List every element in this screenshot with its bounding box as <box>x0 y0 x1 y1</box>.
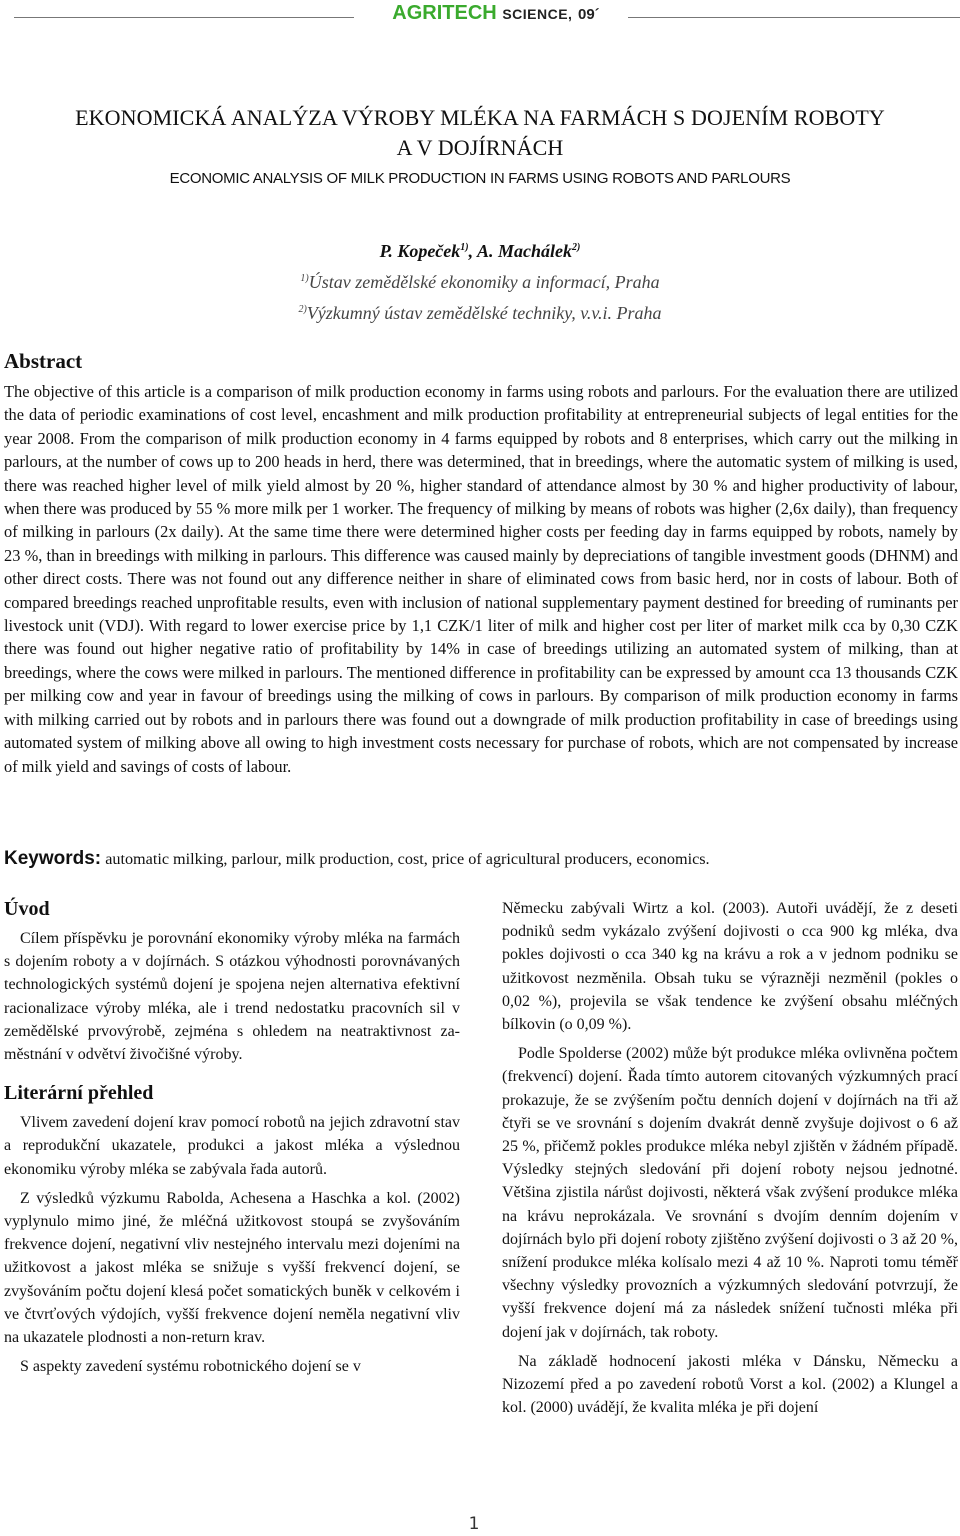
author-2: A. Machálek <box>476 241 572 261</box>
paragraph-uvod-1: Cílem příspěvku je porovnání ekonomiky výroby mléka na farmách s dojením roboty a v dojírnách. S otázkou výhodnosti porovnávaných technologických systémů dojení je spojena nejen alternativa efektivní racionalizace výroby mléka, ale i trend nedostatku pracovních sil v zemědělské prvovýrobě, zejména s ohledem na neatraktivnost zaměstnání v odvětví živočišné výroby. <box>4 930 460 1064</box>
paragraph-right-2: Podle Spolderse (2002) může být produkce mléka ovlivněna počtem (frekvencí) dojení. Řada tímto autorem citovaných výzkumných prací prokazuje, že se zvýšením počtu denních dojení v dojírnách na tři až čtyři se ve srovnání s dojením dvakrát denně zvyšuje dojivost o 6 až 25 %, přičemž pokles produkce mléka nebyl zjištěn v žádném případě. Výsledky stejných sledování při dojení roboty nejsou jednotné. Většina zjistila nárůst dojivosti, některá však zvýšení produkce mléka na krávu neprokázala. Ve srovnání s dvojím denním dojením v dojírnách bylo při dojení roboty zjištěno zvýšení dojivosti o 3 až 20 %, snížení produkce mléka kolísalo mezi 4 až 10 %. Naproti tomu téměř všechny výsledky provozních a výzkumných sledování potvrzují, že vyšší frekvence dojení má za následek snížení tučnosti mléka při dojení jak v dojírnách, tak roboty. <box>502 1045 958 1341</box>
author-1: P. Kopeček <box>379 241 461 261</box>
affiliation-1-text: Ústav zemědělské ekonomiky a informací, Praha <box>308 272 660 292</box>
right-column <box>502 897 958 1419</box>
paragraph-right-3: Na základě hodnocení jakosti mléka v Dánsku, Německu a Nizozemí před a po zavedení robotů Vorst a kol. (2002) a Klungel a kol. (2000) uvádějí, že kvalita mléka je při dojení <box>502 1352 958 1417</box>
header-rule-right <box>628 17 960 18</box>
affiliation-1 <box>0 265 960 296</box>
article-title-english: ECONOMIC ANALYSIS OF MILK PRODUCTION IN FARMS USING ROBOTS AND PARLOURS <box>169 170 791 187</box>
title-cz-line1: EKONOMICKÁ ANALÝZA VÝROBY MLÉKA NA FARMÁCH S DOJENÍM ROBOTY <box>75 105 885 130</box>
title-cz-line2: A V DOJÍRNÁCH <box>396 135 564 160</box>
page-number: 1 <box>468 1514 480 1534</box>
left-column <box>4 896 460 1378</box>
abstract-heading: Abstract <box>4 349 83 373</box>
author-2-sup: 2) <box>572 242 581 253</box>
keywords-text: automatic milking, parlour, milk production, cost, price of agricultural producers, economics. <box>101 850 710 868</box>
keywords-label: Keywords: <box>4 848 102 869</box>
section-heading-literature: Literární přehled <box>4 1082 154 1105</box>
affiliation-1-sup: 1) <box>300 273 309 284</box>
affiliation-2 <box>0 296 960 327</box>
keywords <box>4 848 958 870</box>
author-names: P. Kopeček$^{1)}$, A. Machálek$^{2)}$ <box>379 241 581 261</box>
abstract-text: The objective of this article is a comparison of milk production economy in farms using robots and parlours. For the evaluation there are utilized the data of periodic examinations of cost level, encashment and milk production profitability at entrepreneurial subjects of legal entities for the year 2008. From the comparison of milk production economy in 4 farms equipped by robots and 8 enterprises, which carry out the milking in parlours, at the number of cows up to 200 heads in herd, there was determined, that in breedings, where the automatic system of milking is used, there was reached higher level of milk yield almost by 20 %, higher standard of attendance almost by 30 % and higher productivity of labour, when there was produced by 55 % more milk per 1 worker. The frequency of milking by means of robots was higher (2,6x daily), than frequency of milking in parlours (2x daily). At the same time there were determined higher costs per feeding day in farms equipped by robots, namely by 23 %, than in breedings with milking in parlours. This difference was caused mainly by depreciations of tangible investment goods (DHNM) and other direct costs. There was not found out any difference neither in share of eliminated cows from basic herd, nor in costs of labour. Both of compared breedings reached unprofitable results, even with inclusion of national supplementary payment destined for breeding of ruminants per livestock unit (VDJ). With regard to lower exercise price by 1,1 CZK/1 liter of milk and higher cost per liter of market milk cca by 0,30 CZK there was found out higher negative ratio of profitability by 14% in case of breedings utilizing an automated system of milking, than at breedings, where the cows were milked in parlours. The mentioned difference in profitability can be expressed by amount cca 13 thousands CZK per milking cow and year in favour of breedings using the milking of cows in parlours. By comparison of milk production economy in farms with milking carried out by robots and in parlours there was found out a downgrade of milk production profitability in case of breedings using automated system of milking above all owing to high investment costs necessary for purchase of robots, which are not compensated by increase of milk yield and savings of costs of labour. <box>4 382 958 776</box>
paragraph-right-1: Německu zabývali Wirtz a kol. (2003). Autoři uvádějí, že z deseti podniků sedm vykázalo zvýšení dojivosti o cca 900 kg mléka, dva pokles dojivosti o cca 340 kg na krávu a rok a v jednom podniku se užitkovost nezměnila. Obsah tuku se výrazněji nezměnil (pokles o 0,02 %), projevila se však tendence ke zvýšení obsahu mléčných bílkovin (o 0,09 %). <box>502 900 958 1034</box>
brand-science: SCIENCE, <box>502 6 573 22</box>
paragraph-literature-1: Vlivem zavedení dojení krav pomocí robotů na jejich zdravotní stav a reprodukční ukazatele, produkci a jakost mléka a výslednou ekonomiku výroby mléka se zabývala řada autorů. <box>4 1114 460 1178</box>
running-header <box>0 2 960 30</box>
paragraph-literature-2: Z výsledků výzkumu Rabolda, Achesena a Haschka a kol. (2002) vyplynulo mimo jiné, že mléčná užitkovost stoupá se zvyšováním frekvence dojení, negativní vliv nestejného intervalu mezi dojeními na užitkovost a jakost mléka se snižuje s vyšší frekvencí dojení, se zvyšováním počtu dojení klesá počet somatických buněk v celkovém i ve čtvrťových výdojích, vyšší frekvence dojení neměla negativní vliv na ukazatele plodnosti a non-return krav. <box>4 1189 460 1347</box>
section-heading-uvod: Úvod <box>4 898 50 920</box>
author-block <box>0 234 960 327</box>
author-1-sup: 1) <box>460 242 469 253</box>
article-title-czech <box>0 103 960 163</box>
affiliation-2-sup: 2) <box>298 304 307 315</box>
affiliation-2-text: Výzkumný ústav zemědělské techniky, v.v.i. Praha <box>306 303 662 323</box>
journal-brand <box>372 2 620 25</box>
header-rule-left <box>14 17 354 18</box>
paragraph-literature-3: S aspekty zavedení systému robotnického dojení se v <box>20 1358 361 1376</box>
brand-issue: 09´ <box>578 6 600 23</box>
brand-name: AGRITECH <box>392 2 497 24</box>
